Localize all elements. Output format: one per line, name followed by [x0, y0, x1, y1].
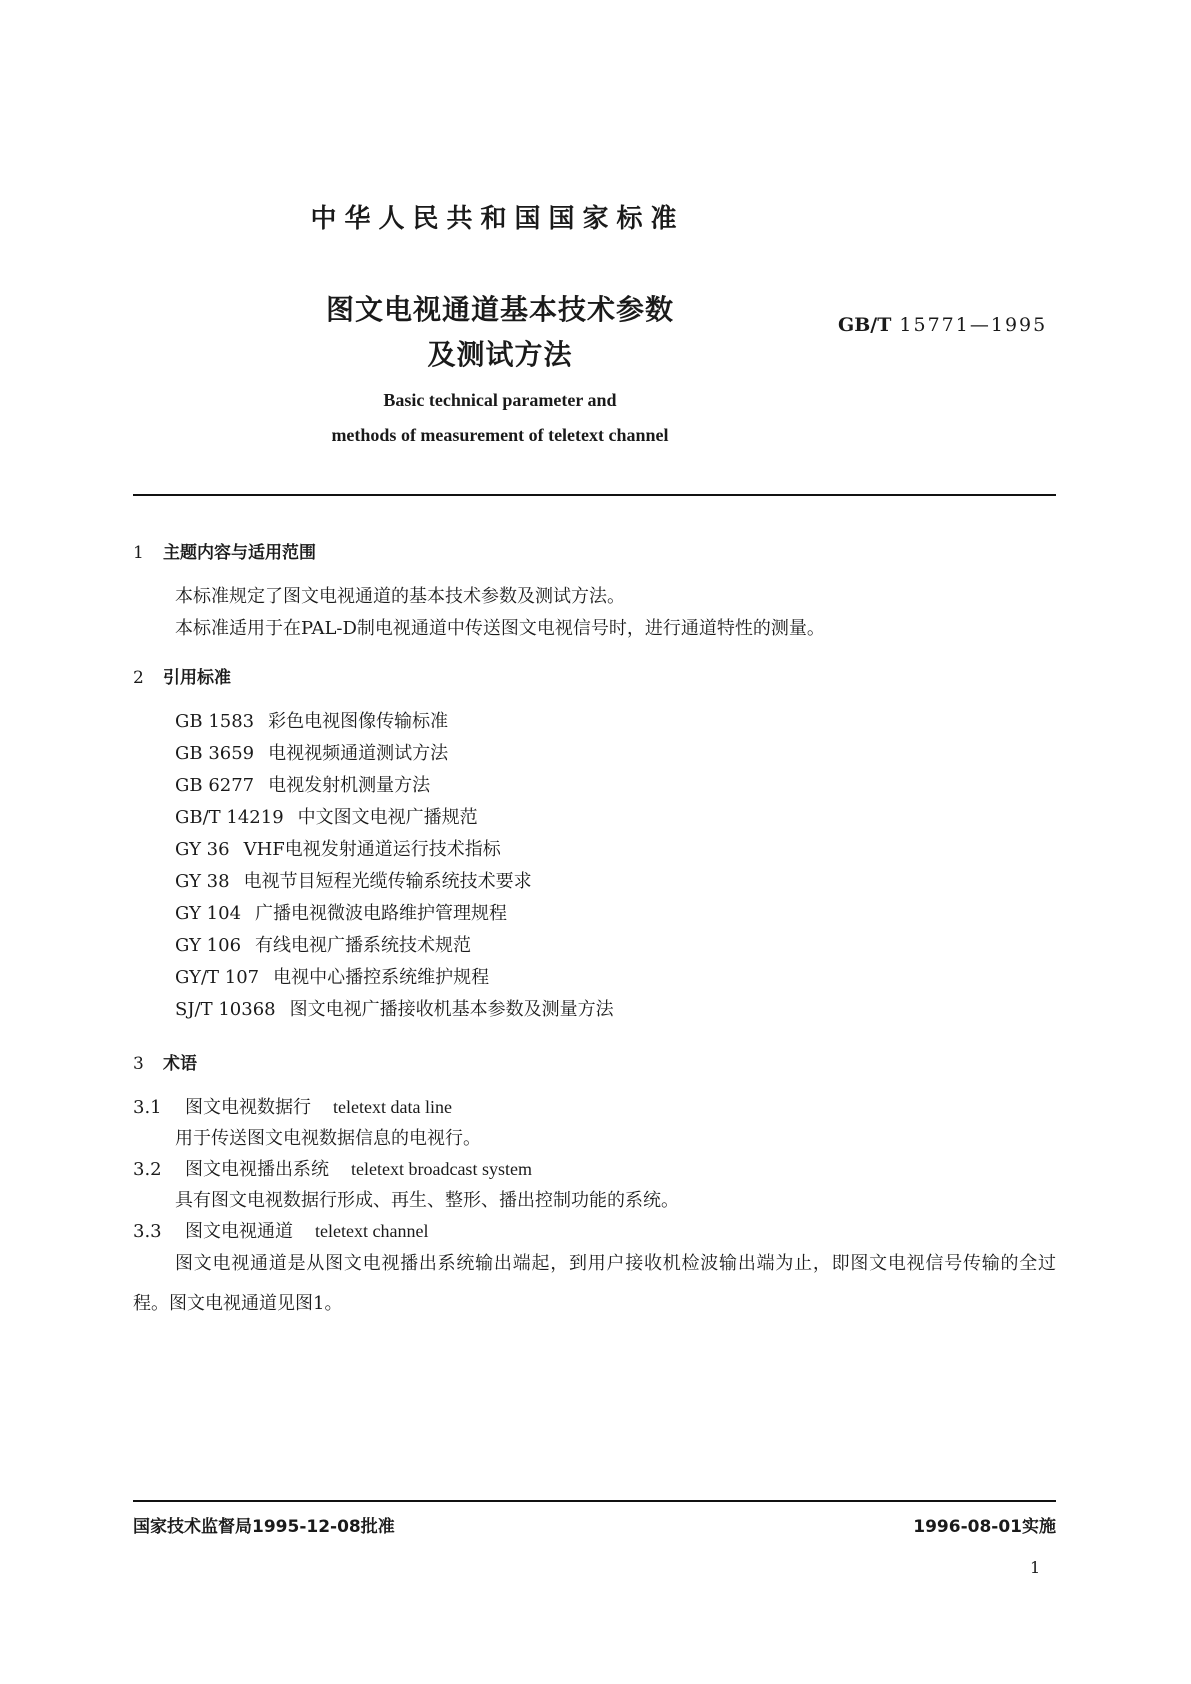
reference-code: SJ/T 10368 [175, 999, 276, 1020]
term-en: teletext channel [315, 1221, 429, 1241]
term-cn: 图文电视播出系统 [185, 1159, 329, 1180]
reference-code: GY/T 107 [175, 967, 260, 988]
term-definition: 图文电视通道是从图文电视播出系统输出端起，到用户接收机检波输出端为止，即图文电视信号传输的全过程。图文电视通道见图1。 [133, 1253, 1056, 1314]
term-number: 3.2 [133, 1159, 162, 1180]
implementation-date: 1996-08-01实施 [913, 1517, 1056, 1537]
reference-code: GB/T 14219 [175, 807, 284, 828]
reference-name: 图文电视广播接收机基本参数及测量方法 [289, 999, 614, 1020]
reference-item [175, 931, 471, 957]
term-number: 3.3 [133, 1221, 162, 1242]
reference-name: 彩色电视图像传输标准 [268, 711, 449, 732]
section1-paragraph: 本标准规定了图文电视通道的基本技术参数及测试方法。 [175, 586, 625, 607]
reference-name: 电视发射机测量方法 [268, 775, 431, 796]
standard-code [838, 314, 1047, 336]
section-title: 主题内容与适用范围 [163, 543, 316, 563]
reference-name: 电视中心播控系统维护规程 [273, 967, 490, 988]
approval-date: 国家技术监督局1995-12-08批准 [133, 1517, 395, 1537]
standard-number: 15771—1995 [899, 314, 1048, 336]
title-en-line2: methods of measurement of teletext channel [331, 425, 669, 445]
section3-heading [133, 1049, 197, 1074]
term-en: teletext broadcast system [351, 1159, 532, 1179]
term-heading [133, 1155, 532, 1181]
reference-item [175, 707, 448, 733]
term-en: teletext data line [333, 1097, 452, 1117]
section-number: 1 [133, 543, 144, 563]
term-heading [133, 1093, 452, 1119]
reference-code: GB 6277 [175, 775, 255, 796]
section1-heading [133, 538, 316, 563]
title-cn-line1: 图文电视通道基本技术参数 [325, 293, 674, 326]
title-cn-line2: 及测试方法 [427, 338, 573, 371]
term-heading [133, 1217, 428, 1243]
page-number: 1 [1030, 1558, 1041, 1577]
section-number: 3 [133, 1054, 144, 1074]
reference-code: GY 104 [175, 903, 242, 924]
section1-paragraph: 本标准适用于在PAL-D制电视通道中传送图文电视信号时，进行通道特性的测量。 [175, 618, 825, 639]
national-standard-heading: 中华人民共和国国家标准 [310, 204, 685, 234]
reference-item [175, 771, 430, 797]
reference-name: 广播电视微波电路维护管理规程 [255, 903, 508, 924]
reference-item [175, 899, 507, 925]
reference-name: 电视视频通道测试方法 [268, 743, 449, 764]
reference-name: 中文图文电视广播规范 [297, 807, 478, 828]
reference-item [175, 867, 532, 893]
section-title: 引用标准 [163, 668, 231, 688]
reference-item [175, 963, 489, 989]
term-number: 3.1 [133, 1097, 162, 1118]
header-divider [133, 494, 1056, 496]
section-title: 术语 [163, 1054, 197, 1074]
reference-code: GB 3659 [175, 743, 255, 764]
term-cn: 图文电视数据行 [185, 1097, 311, 1118]
section2-heading [133, 663, 231, 688]
reference-name: VHF电视发射通道运行技术指标 [243, 839, 501, 860]
title-en-line1: Basic technical parameter and [383, 390, 617, 410]
reference-item [175, 803, 478, 829]
reference-item [175, 995, 614, 1021]
footer-divider [133, 1500, 1056, 1502]
reference-name: 电视节目短程光缆传输系统技术要求 [243, 871, 532, 892]
term-definition: 具有图文电视数据行形成、再生、整形、播出控制功能的系统。 [175, 1190, 679, 1211]
reference-code: GY 106 [175, 935, 242, 956]
reference-item [175, 739, 448, 765]
term-definition: 用于传送图文电视数据信息的电视行。 [175, 1128, 481, 1149]
reference-code: GY 36 [175, 839, 230, 860]
reference-name: 有线电视广播系统技术规范 [255, 935, 472, 956]
reference-code: GB 1583 [175, 711, 255, 732]
reference-item [175, 835, 501, 861]
section-number: 2 [133, 668, 144, 688]
term-cn: 图文电视通道 [185, 1221, 293, 1242]
reference-code: GY 38 [175, 871, 230, 892]
standard-prefix: GB/T [838, 314, 892, 336]
